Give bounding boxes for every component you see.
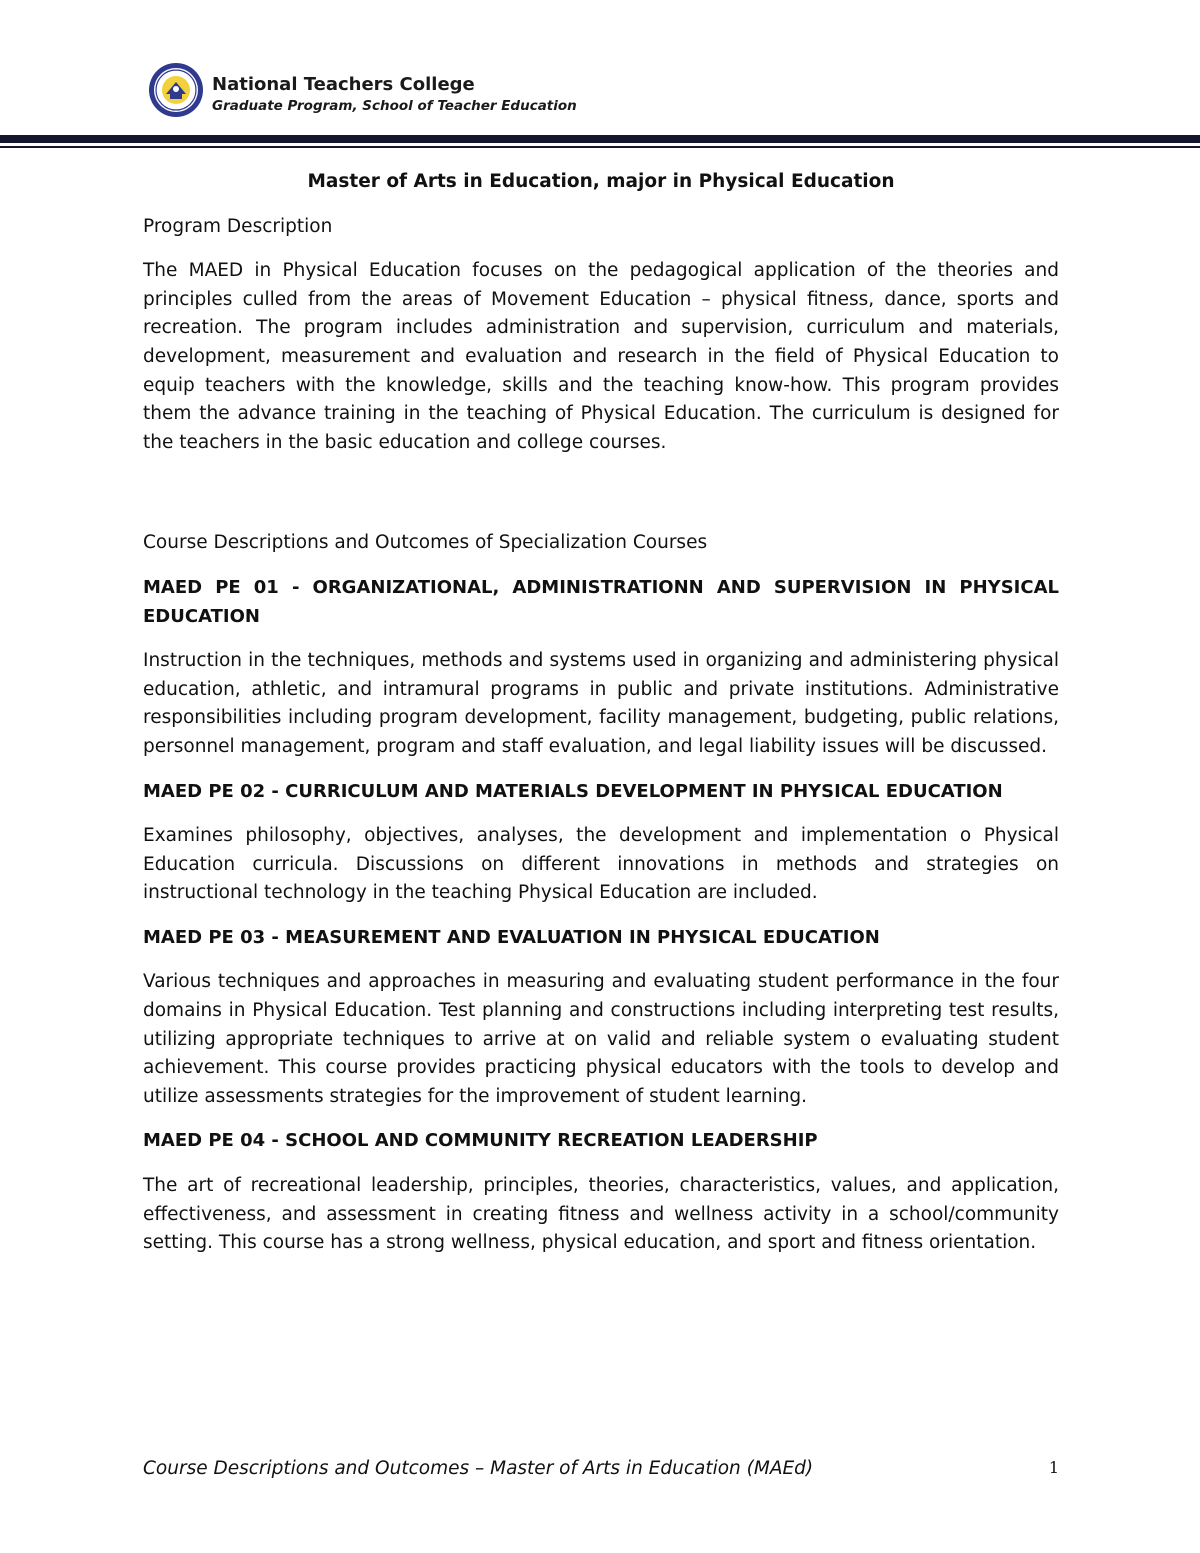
institution-name: National Teachers College [212,74,475,95]
document-title: Master of Arts in Education, major in Physical Education [307,171,895,192]
course-description: Various techniques and approaches in measuring and evaluating student performance in the four domains in Physical Education. Test planning and constructions including interpreting test results, utilizing appropriate techniques to arrive at on valid and reliable system o evaluating student achievement. This course provides practicing physical educators with the tools to develop and utilize assessments strategies for the improvement of student learning. [143,971,1059,1107]
course-description: The art of recreational leadership, principles, theories, characteristics, values, and application, effectiveness, and assessment in creating fitness and wellness activity in a school/community setting. This course has a strong wellness, physical education, and sport and fitness orientation. [143,1175,1059,1254]
course-title: MAED PE 02 - CURRICULUM AND MATERIALS DEVELOPMENT IN PHYSICAL EDUCATION [143,780,1003,802]
document-body [143,168,1059,1274]
college-seal-icon [148,62,204,118]
program-description-label: Program Description [143,215,333,237]
footer-text: Course Descriptions and Outcomes – Master of Arts in Education (MAEd) [143,1458,814,1479]
section-spacer [143,473,1059,529]
course-title: MAED PE 03 - MEASUREMENT AND EVALUATION IN PHYSICAL EDUCATION [143,926,880,948]
course-title: MAED PE 04 - SCHOOL AND COMMUNITY RECREATION LEADERSHIP [143,1130,818,1152]
institution-subtitle: Graduate Program, School of Teacher Education [212,98,577,114]
courses-section-label: Course Descriptions and Outcomes of Specialization Courses [143,532,708,554]
header-divider-thin [0,146,1200,148]
course-description: Examines philosophy, objectives, analyses, the development and implementation o Physical Education curricula. Discussions on different innovations in methods and strategies on instructional technology in the teaching Physical Education are included. [143,825,1059,904]
course-description: Instruction in the techniques, methods and systems used in organizing and administering physical education, athletic, and intramural programs in public and private institutions. Administrative responsibilities including program development, facility management, budgeting, public relations, personnel management, program and staff evaluation, and legal liability issues will be discussed. [143,650,1059,757]
course-title: MAED PE 01 - ORGANIZATIONAL, ADMINISTRATIONN AND SUPERVISION IN PHYSICAL EDUCATION [143,576,1059,627]
program-description-text: The MAED in Physical Education focuses on the pedagogical application of the theories and principles culled from the areas of Movement Education – physical fitness, dance, sports and recreation. The program includes administration and supervision, curriculum and materials, development, measurement and evaluation and research in the field of Physical Education to equip teachers with the knowledge, skills and the teaching know-how. This program provides them the advance training in the teaching of Physical Education. The curriculum is designed for the teachers in the basic education and college courses. [143,260,1059,453]
page-footer [143,1458,1059,1488]
header-divider-thick [0,135,1200,143]
page-number: 1 [1048,1458,1059,1477]
page-header [148,62,1048,122]
